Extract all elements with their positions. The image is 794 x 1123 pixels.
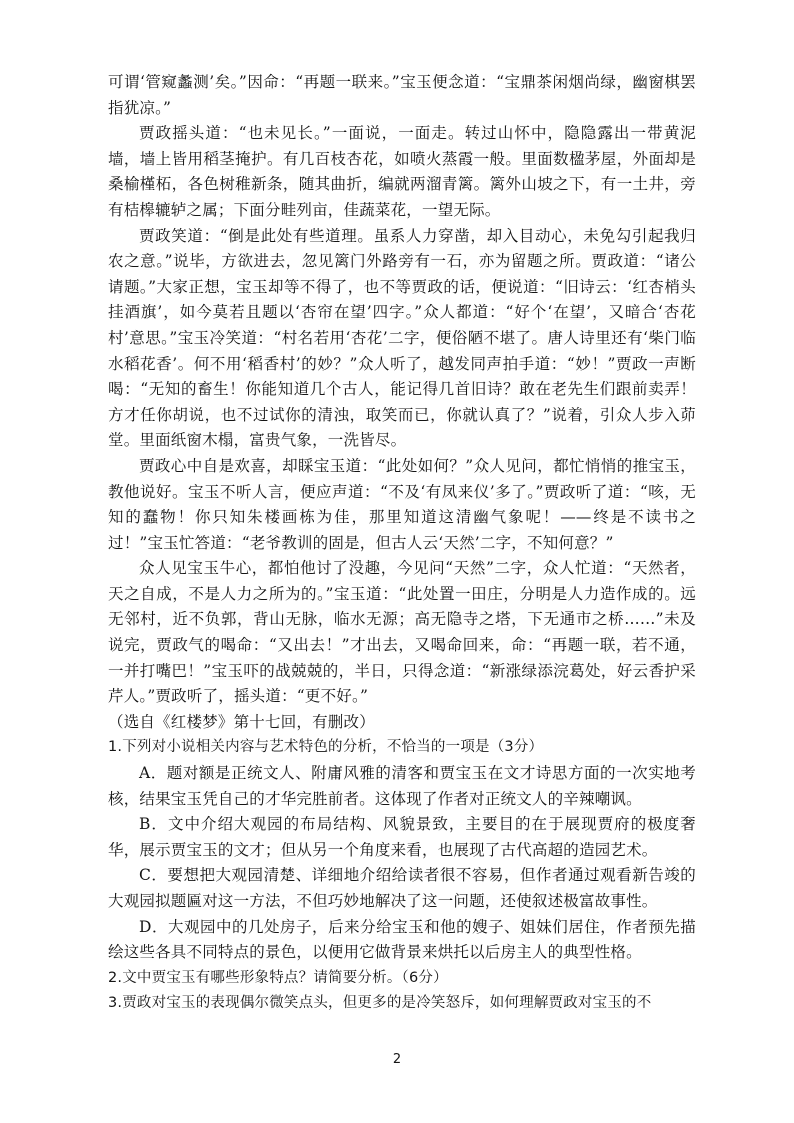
passage-paragraph-1: 可谓‘管窥蠡测’矣。”因命：“再题一联来。”宝玉便念道：“宝鼎茶闲烟尚绿，幽窗棋罢指犹凉。” [108, 73, 696, 117]
question-3: 3.贾政对宝玉的表现偶尔微笑点头，但更多的是冷笑怒斥，如何理解贾政对宝玉的不 [108, 995, 652, 1012]
question-2: 2.文中贾宝玉有哪些形象特点？请简要分析。（6分） [108, 969, 448, 986]
passage-paragraph-5: 众人见宝玉牛心，都怕他讨了没趣，今见问“天然”二字，众人忙道：“天然者，天之自成，不是人力之所为的。”宝玉道：“此处置一田庄，分明是人力造作成的。远无邻村，近不负郭，背山无脉，临水无源；高无隐寺之塔，下无通市之桥……”未及说完，贾政气的喝命：“又出去！”才出去，又喝命回来，命：“再题一联，若不通，一并打嘴巴！”宝玉吓的战兢兢的，半日，只得念道：“新涨绿添浣葛处，好云香护采芹人。”贾政听了，摇头道：“更不好。” [108, 559, 696, 706]
question-1-option-b: B．文中介绍大观园的布局结构、风貌景致，主要目的在于展现贾府的极度奢华，展示贾宝玉的文才；但从另一个角度来看，也展现了古代高超的造园艺术。 [108, 815, 696, 859]
question-1-option-c: C．要想把大观园清楚、详细地介绍给读者很不容易，但作者通过观看新告竣的大观园拟题匾对这一方法，不但巧妙地解决了这一问题，还使叙述极富故事性。 [108, 866, 696, 910]
page-number: 2 [392, 1052, 402, 1067]
question-1-option-a: A．题对额是正统文人、附庸风雅的清客和贾宝玉在文才诗思方面的一次实地考核，结果宝玉凭自己的才华完胜前者。这体现了作者对正统文人的辛辣嘲讽。 [108, 764, 696, 808]
passage-paragraph-2: 贾政摇头道：“也未见长。”一面说，一面走。转过山怀中，隐隐露出一带黄泥墙，墙上皆用稻茎掩护。有几百枝杏花，如喷火蒸霞一般。里面数楹茅屋，外面却是桑榆槿柘，各色树稚新条，随其曲折，编就两溜青篱。篱外山坡之下，有一土井，旁有桔槔辘轳之属；下面分畦列亩，佳蔬菜花，一望无际。 [108, 124, 696, 219]
question-1-option-d: D．大观园中的几处房子，后来分给宝玉和他的嫂子、姐妹们居住，作者预先描绘这些各具不同特点的景色，以便用它做背景来烘托以后房主人的典型性格。 [108, 917, 696, 962]
reading-text [108, 70, 696, 1017]
passage-source: （选自《红楼梦》第十七回，有删改） [108, 712, 375, 731]
question-1-stem: 1.下列对小说相关内容与艺术特色的分析，不恰当的一项是（3分） [108, 739, 544, 756]
passage-paragraph-3: 贾政笑道：“倒是此处有些道理。虽系人力穿凿，却入目动心，未免勾引起我归农之意。”说毕，方欲进去，忽见篱门外路旁有一石，亦为留题之所。贾政道：“诸公请题。”大家正想，宝玉却等不得了，也不等贾政的话，便说道：“旧诗云：‘红杏梢头挂酒旗’，如今莫若且题以‘杏帘在望’四字。”众人都道：“好个‘在望’，又暗合‘杏花村’意思。”宝玉冷笑道：“村名若用‘杏花’二字，便俗陋不堪了。唐人诗里还有‘柴门临水稻花香’。何不用‘稻香村’的妙？”众人听了，越发同声拍手道：“妙！”贾政一声断喝：“无知的畜生！你能知道几个古人，能记得几首旧诗？敢在老先生们跟前卖弄！方才任你胡说，也不过试你的清浊，取笑而已，你就认真了？”说着，引众人步入茆堂。里面纸窗木榻，富贵气象，一洗皆尽。 [108, 226, 696, 450]
passage-paragraph-4: 贾政心中自是欢喜，却睬宝玉道：“此处如何？”众人见问，都忙悄悄的推宝玉，教他说好。宝玉不听人言，便应声道：“不及‘有凤来仪’多了。”贾政听了道：“咳，无知的蠢物！你只知朱楼画栋为佳，那里知道这清幽气象呢！——终是不读书之过！”宝玉忙答道：“老爷教训的固是，但古人云‘天然’二字，不知何意？” [108, 456, 696, 552]
